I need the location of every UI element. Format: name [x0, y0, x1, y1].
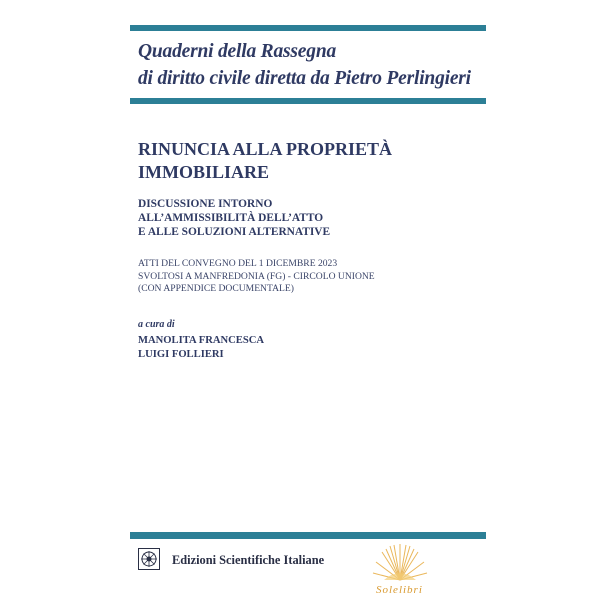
subtitle-line-3: E ALLE SOLUZIONI ALTERNATIVE [138, 226, 331, 238]
title-line-2: IMMOBILIARE [138, 162, 270, 182]
publisher-logo-icon [138, 548, 160, 570]
book-cover [130, 0, 486, 600]
proceedings-line-3: (CON APPENDICE DOCUMENTALE) [138, 283, 294, 294]
editor-1: MANOLITA FRANCESCA [138, 335, 265, 346]
editors-label: a cura di [138, 319, 175, 330]
editors-list [138, 334, 483, 361]
book-subtitle [138, 197, 483, 239]
series-line-2: di diritto civile diretta da Pietro Perlingieri [138, 68, 471, 89]
editor-2: LUIGI FOLLIERI [138, 348, 224, 360]
series-line-1: Quaderni della Rassegna [138, 41, 337, 62]
sun-logo-icon [370, 540, 444, 598]
proceedings-info [138, 258, 483, 296]
top-accent-bar [130, 25, 486, 31]
imprint-name: Solelibri [376, 584, 423, 596]
bottom-accent-bar [130, 532, 486, 539]
subtitle-line-2: ALL’AMMISSIBILITÀ DELL’ATTO [138, 212, 324, 224]
proceedings-line-1: ATTI DEL CONVEGNO DEL 1 DICEMBRE 2023 [138, 258, 338, 269]
title-line-1: RINUNCIA ALLA PROPRIETÀ [138, 139, 393, 159]
series-title [138, 38, 483, 92]
proceedings-line-2: SVOLTOSI A MANFREDONIA (FG) - CIRCOLO UNIONE [138, 270, 375, 282]
subtitle-line-1: DISCUSSIONE INTORNO [138, 198, 273, 210]
middle-accent-bar [130, 98, 486, 104]
book-title [138, 138, 483, 184]
publisher-name: Edizioni Scientifiche Italiane [172, 553, 325, 567]
